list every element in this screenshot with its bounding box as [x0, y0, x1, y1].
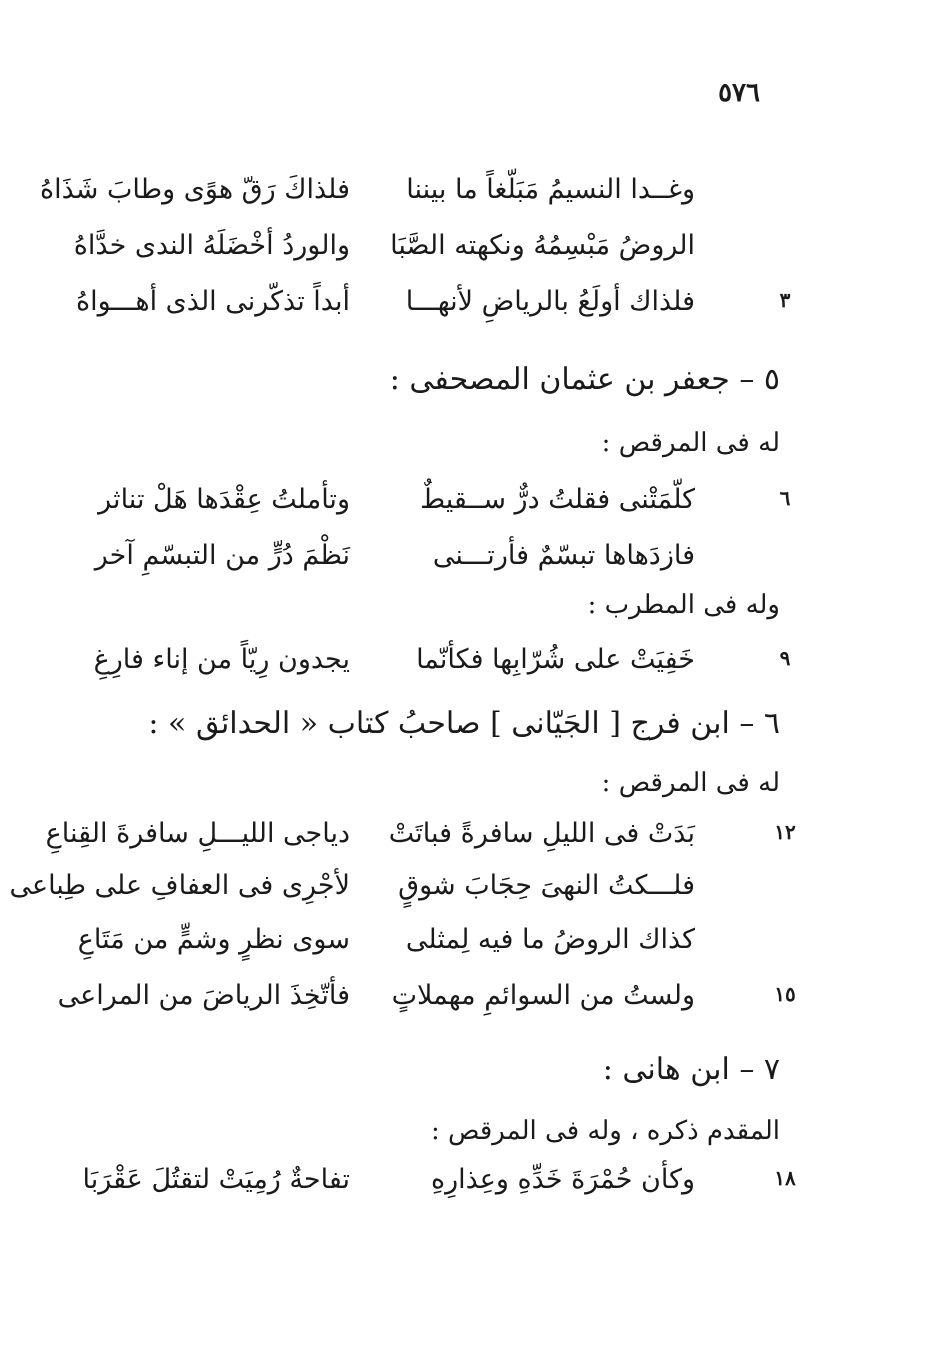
verse-line	[9, 864, 880, 914]
line-number: ٦	[779, 486, 791, 510]
verse-hemistich-first: وغــدا النسيمُ مَبَلّغاً ما بيننا	[406, 174, 695, 205]
verse-line	[100, 478, 880, 528]
verse-hemistich-second: فلذاكَ رَقّ هوًى وطابَ شَذَاهُ	[39, 174, 350, 205]
line-number: ٣	[779, 288, 791, 312]
section-subheading: المقدم ذكره ، وله فى المرقص :	[430, 1116, 780, 1146]
verse-hemistich-first: كلّمَتْنى فقلتُ درٌّ ســقيطٌ	[420, 484, 695, 515]
verse-hemistich-second: يجدون رِيّاً من إناء فارِغِ	[93, 644, 350, 675]
section-subheading: وله فى المطرب :	[587, 590, 780, 620]
verse-line	[45, 812, 880, 862]
line-number: ١٨	[774, 1166, 796, 1190]
line-number: ١٢	[774, 820, 796, 844]
verse-hemistich-first: فلـــكتُ النهىَ حِجَابَ شوقٍ	[398, 870, 695, 901]
verse-hemistich-second: تفاحةٌ رُمِيَتْ لتقتُلَ عَقْرَبَا	[82, 1164, 350, 1195]
verse-hemistich-second: سوى نظرٍ وشمٍّ من مَتَاعِ	[77, 924, 350, 955]
verse-hemistich-second: أبداً تذكّرنى الذى أهـــواهُ	[76, 286, 350, 317]
verse-line	[39, 168, 880, 218]
verse-hemistich-first: وكأن حُمْرَةَ خَدِّهِ وعِذارِهِ	[430, 1164, 695, 1195]
verse-hemistich-second: وتأملتُ عِقْدَها هَلْ تناثر	[98, 484, 350, 515]
verse-hemistich-second: فأتّخِذَ الرياضَ من المراعى	[57, 980, 350, 1011]
page-number: ٥٧٦	[718, 78, 760, 108]
verse-hemistich-first: الروضُ مَبْسِمُهُ ونكهته الصَّبَا	[390, 230, 695, 261]
section-subheading: له فى المرقص :	[601, 428, 780, 458]
verse-hemistich-first: فازدَهاها تبسّمٌ فأرتـــنى	[432, 540, 695, 571]
verse-line	[77, 918, 880, 968]
verse-line	[93, 638, 880, 688]
line-number: ٩	[779, 646, 791, 670]
verse-line	[94, 534, 880, 584]
verse-hemistich-second: لأجْرِى فى العفافِ على طِباعى	[9, 870, 350, 901]
line-number: ١٥	[774, 982, 796, 1006]
verse-hemistich-first: كذاك الروضُ ما فيه لِمثلى	[405, 924, 695, 955]
verse-hemistich-first: ولستُ من السوائمِ مهملاتٍ	[391, 980, 695, 1011]
verse-hemistich-second: دياجى الليـــلِ سافرةَ القِناعِ	[45, 818, 350, 849]
verse-hemistich-second: نَظْمَ دُرٍّ من التبسّمِ آخر	[94, 540, 350, 571]
verse-hemistich-first: خَفِيَتْ على شُرّابِها فكأنّما	[416, 644, 695, 675]
verse-hemistich-first: فلذاك أولَعُ بالرياضِ لأنهـــا	[405, 286, 695, 317]
section-heading: ٧ – ابن هانى :	[602, 1052, 780, 1087]
verse-line	[82, 1158, 880, 1208]
verse-hemistich-first: بَدَتْ فى الليلِ سافرةً فباتَتْ	[388, 818, 695, 849]
verse-line	[73, 224, 880, 274]
verse-hemistich-second: والوردُ أخْضَلَهُ الندى خدَّاهُ	[73, 230, 350, 261]
section-heading: ٦ – ابن فرج [ الجَيّانى ] صاحبُ كتاب « الحدائق » :	[148, 706, 780, 741]
verse-line	[76, 280, 880, 330]
verse-line	[57, 974, 880, 1024]
section-heading: ٥ – جعفر بن عثمان المصحفى :	[389, 362, 780, 397]
section-subheading: له فى المرقص :	[601, 768, 780, 798]
